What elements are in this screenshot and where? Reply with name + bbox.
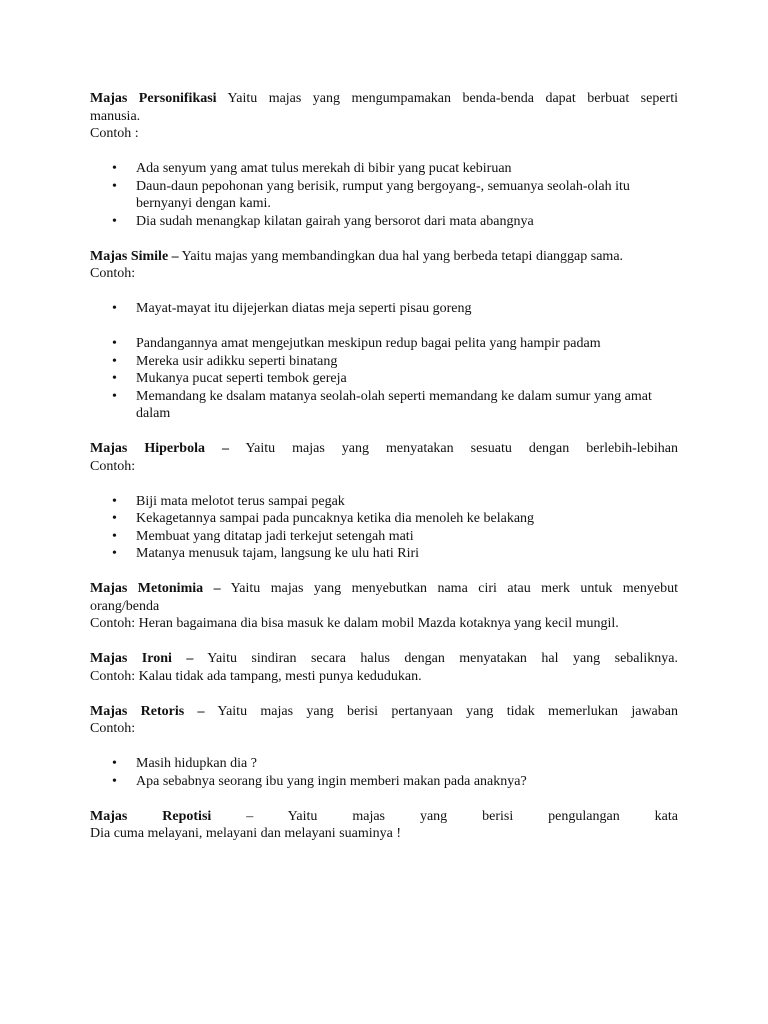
definition-line <box>90 808 678 826</box>
list-item <box>90 510 678 528</box>
example-label: Contoh : <box>90 126 139 141</box>
section-repotisi <box>90 808 678 843</box>
bullet-icon: • <box>112 371 117 386</box>
section-personifikasi <box>90 90 678 143</box>
list-item-text: Apa sebabnya seorang ibu yang ingin memberi makan pada anaknya? <box>136 773 527 789</box>
list-item-text: Mereka usir adikku seperti binatang <box>136 353 338 369</box>
list-item <box>90 160 678 178</box>
bullet-icon: • <box>112 511 117 526</box>
list-item-text: Pandangannya amat mengejutkan meskipun redup bagai pelita yang hampir padam <box>136 336 601 351</box>
bullet-icon: • <box>112 493 117 509</box>
list-item <box>90 755 678 773</box>
list-item <box>90 178 678 213</box>
list-item <box>90 335 678 353</box>
example-list <box>90 755 678 790</box>
list-item <box>90 370 678 388</box>
definition-line <box>90 90 678 108</box>
list-item-text: Mukanya pucat seperti tembok gereja <box>136 371 347 386</box>
example-label: Contoh: <box>90 266 136 281</box>
term-heading: Majas Ironi – <box>90 651 194 666</box>
definition-line <box>90 580 678 598</box>
example-list <box>90 493 678 563</box>
example-text: Dia cuma melayani, melayani dan melayani suaminya ! <box>90 826 401 841</box>
bullet-icon: • <box>112 336 117 351</box>
bullet-icon: • <box>112 301 117 316</box>
list-item-text: Membuat yang ditatap jadi terkejut setengah mati <box>136 528 414 544</box>
list-item-text: Kekagetannya sampai pada puncaknya ketika dia menoleh ke belakang <box>136 511 535 526</box>
bullet-icon: • <box>112 773 117 789</box>
definition-continuation: orang/benda <box>90 598 160 614</box>
document-body <box>90 90 678 860</box>
term-heading: Majas Repotisi <box>90 808 212 824</box>
section-ironi <box>90 650 678 685</box>
example-list <box>90 300 678 318</box>
example-label: Contoh: <box>90 721 136 736</box>
example-label: Contoh: <box>90 458 136 474</box>
example-text: Contoh: Kalau tidak ada tampang, mesti punya kedudukan. <box>90 668 422 684</box>
bullet-icon: • <box>112 161 117 176</box>
term-heading: Majas Retoris – <box>90 703 205 719</box>
list-item <box>90 528 678 546</box>
list-item <box>90 388 678 423</box>
definition-line <box>90 248 678 266</box>
definition-line <box>90 440 678 458</box>
term-heading: Majas Simile – <box>90 248 179 264</box>
definition-line <box>90 703 678 721</box>
list-item-text: Matanya menusuk tajam, langsung ke ulu hati Riri <box>136 546 420 561</box>
section-metonimia <box>90 580 678 633</box>
list-item-text: Dia sudah menangkap kilatan gairah yang bersorot dari mata abangnya <box>136 213 534 229</box>
definition-text: Yaitu majas yang menyatakan sesuatu dengan berlebih-lebihan <box>228 441 678 456</box>
term-heading: Majas Metonimia – <box>90 581 221 596</box>
section-hiperbola <box>90 440 678 475</box>
bullet-icon: • <box>112 756 117 771</box>
definition-text: Yaitu majas yang menyebutkan nama ciri atau merk untuk menyebut <box>220 581 678 596</box>
example-list <box>90 160 678 230</box>
term-heading: Majas Personifikasi <box>90 91 217 106</box>
list-item-text: Daun-daun pepohonan yang berisik, rumput yang bergoyang-, semuanya seolah-olah itu bernyanyi dengan kami. <box>136 178 630 211</box>
bullet-icon: • <box>112 213 117 229</box>
list-item-text: Memandang ke dsalam matanya seolah-olah seperti memandang ke dalam sumur yang amat dalam <box>136 388 652 421</box>
list-item <box>90 773 678 791</box>
bullet-icon: • <box>112 388 117 404</box>
section-simile <box>90 248 678 283</box>
list-item-text: Biji mata melotot terus sampai pegak <box>136 493 345 509</box>
definition-text: Yaitu majas yang mengumpamakan benda-benda dapat berbuat seperti <box>216 91 678 106</box>
example-list <box>90 335 678 423</box>
bullet-icon: • <box>112 178 117 194</box>
definition-text: Yaitu majas yang berisi pertanyaan yang tidak memerlukan jawaban <box>204 703 678 719</box>
definition-text: Yaitu sindiran secara halus dengan menyatakan hal yang sebaliknya. <box>193 651 678 666</box>
definition-text: Yaitu majas yang membandingkan dua hal yang berbeda tetapi dianggap sama. <box>178 248 624 264</box>
list-item-text: Ada senyum yang amat tulus merekah di bibir yang pucat kebiruan <box>136 161 512 176</box>
list-item-text: Mayat-mayat itu dijejerkan diatas meja seperti pisau goreng <box>136 301 472 316</box>
bullet-icon: • <box>112 528 117 544</box>
list-item <box>90 353 678 371</box>
definition-continuation: manusia. <box>90 108 141 124</box>
definition-line <box>90 650 678 668</box>
definition-text: – Yaitu majas yang berisi pengulangan kata <box>211 808 678 824</box>
list-item-text: Masih hidupkan dia ? <box>136 756 257 771</box>
bullet-icon: • <box>112 353 117 369</box>
example-text: Contoh: Heran bagaimana dia bisa masuk ke dalam mobil Mazda kotaknya yang kecil mungil. <box>90 616 619 631</box>
section-retoris <box>90 703 678 738</box>
list-item <box>90 213 678 231</box>
list-item <box>90 545 678 563</box>
bullet-icon: • <box>112 546 117 561</box>
term-heading: Majas Hiperbola – <box>90 441 229 456</box>
list-item <box>90 300 678 318</box>
list-item <box>90 493 678 511</box>
